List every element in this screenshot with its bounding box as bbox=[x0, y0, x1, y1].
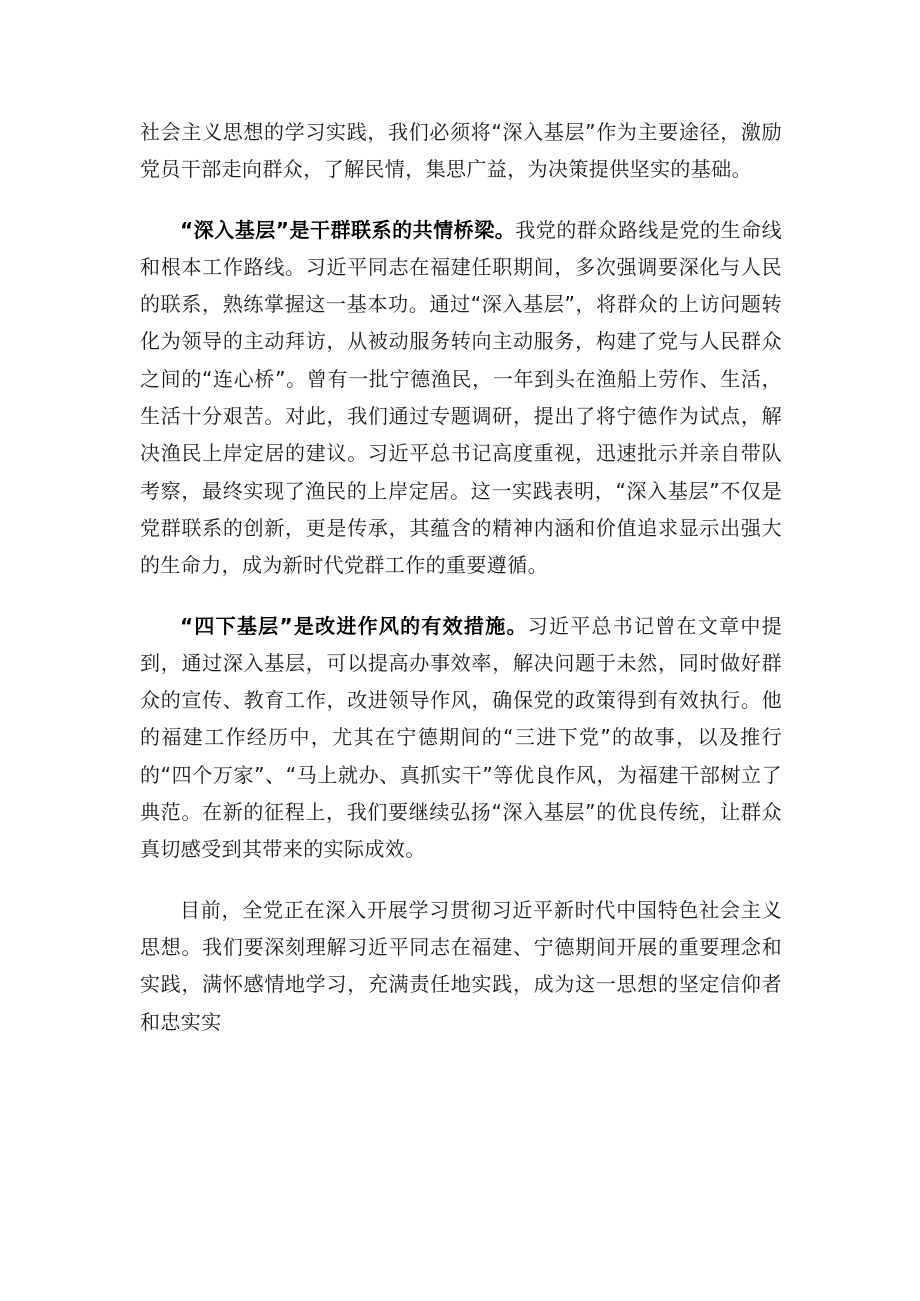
paragraph-bridge bbox=[140, 212, 782, 585]
paragraph-current-study bbox=[140, 892, 782, 1041]
paragraph-work-style bbox=[140, 608, 782, 869]
paragraph-intro-continuation bbox=[140, 114, 782, 189]
paragraph-text: 社会主义思想的学习实践，我们必须将“深入基层”作为主要途径，激励党员干部走向群众，了解民情，集思广益，为决策提供坚实的基础。 bbox=[140, 120, 782, 182]
paragraph-text: 我党的群众路线是党的生命线和根本工作路线。习近平同志在福建任职期间，多次强调要深化与人民的联系，熟练掌握这一基本功。通过“深入基层”，将群众的上访问题转化为领导的主动拜访，从被动服务转向主动服务，构建了党与人民群众之间的“连心桥”。曾有一批宁德渔民，一年到头在渔船上劳作、生活，生活十分艰苦。对此，我们通过专题调研，提出了将宁德作为试点，解决渔民上岸定居的建议。习近平总书记高度重视，迅速批示并亲自带队考察，最终实现了渔民的上岸定居。这一实践表明，“深入基层”不仅是党群联系的创新，更是传承，其蕴含的精神内涵和价值追求显示出强大的生命力，成为新时代党群工作的重要遵循。 bbox=[140, 217, 782, 578]
paragraph-lead-heading: “四下基层”是改进作风的有效措施。 bbox=[180, 613, 528, 638]
paragraph-text: 习近平总书记曾在文章中提到，通过深入基层，可以提高办事效率，解决问题于未然，同时做好群众的宣传、教育工作，改进领导作风，确保党的政策得到有效执行。他的福建工作经历中，尤其在宁德期间的“三进下党”的故事，以及推行的“四个万家”、“马上就办、真抓实干”等优良作风，为福建干部树立了典范。在新的征程上，我们要继续弘扬“深入基层”的优良传统，让群众真切感受到其带来的实际成效。 bbox=[140, 613, 782, 862]
paragraph-lead-heading: “深入基层”是干群联系的共情桥梁。 bbox=[180, 217, 516, 242]
paragraph-text: 目前，全党正在深入开展学习贯彻习近平新时代中国特色社会主义思想。我们要深刻理解习近平同志在福建、宁德期间开展的重要理念和实践，满怀感情地学习，充满责任地实践，成为这一思想的坚定信仰者和忠实实 bbox=[140, 897, 782, 1034]
document-body bbox=[140, 114, 782, 1041]
